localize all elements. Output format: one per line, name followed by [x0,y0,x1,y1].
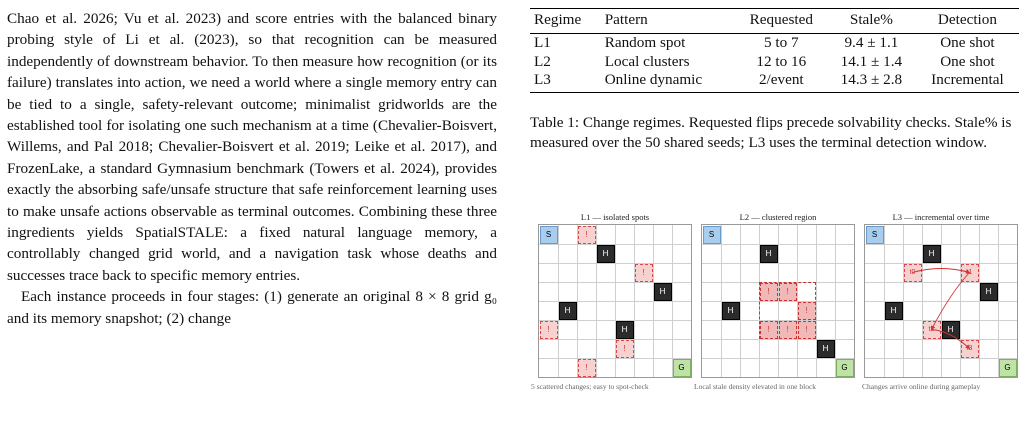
hole-cell: H [654,283,672,301]
table-caption: Table 1: Change regimes. Requested flips precede solvability checks. Stale% is measured over the 50 shared seeds; L3 uses the terminal detection window. [530,113,1012,151]
grid-line [672,225,673,377]
table-row [530,34,1019,53]
table-cell: One shot [940,34,995,51]
changed-cell: ! [798,321,816,339]
grid-line [539,358,691,359]
regimes-table [530,8,1019,93]
changed-cell: ! [779,321,797,339]
change-sequence-arrows [865,225,1017,377]
table-cell: 14.3 ± 2.8 [827,71,916,92]
timed-change-cell: t2 [923,321,941,339]
table-header-cell: Detection [916,9,1019,34]
table-cell: One shot [940,52,995,70]
table-cell: L3 [530,71,601,92]
timed-change-cell: t3 [961,340,979,358]
grid-l1 [538,224,692,378]
panel-title: L2 — clustered region [739,212,817,222]
table-header-cell: Requested [736,9,827,34]
hole-cell: H [597,245,615,263]
panel-note: Local stale density elevated in one block [694,382,817,391]
grid-line [702,358,854,359]
table-cell: 2/event [736,71,827,92]
right-column [530,8,1020,153]
goal-cell: G [999,359,1017,377]
sequence-arrow [932,330,970,349]
grid-line [835,225,836,377]
hole-cell: H [980,283,998,301]
timed-change-cell: t0 [904,264,922,282]
figure-panel-l3 [861,210,1021,378]
left-text-column [7,8,497,329]
table-header-row [530,9,1019,34]
table-cell: Random spot [604,34,686,51]
grid-l3 [864,224,1018,378]
changed-cell: ! [779,283,797,301]
panel-title: L3 — incremental over time [892,212,990,222]
table-row [530,53,1019,72]
sequence-arrow [932,273,970,330]
hole-cell: H [559,302,577,320]
changed-cell: ! [760,283,778,301]
start-cell: S [703,226,721,244]
grid-l2 [701,224,855,378]
table-header-cell: Pattern [601,9,736,34]
grid-line [653,225,654,377]
change-regimes-figure [531,210,1021,415]
table-cell: Online dynamic [601,71,736,92]
changed-cell: ! [578,359,596,377]
table-row [530,71,1019,92]
hole-cell: H [760,245,778,263]
table-header-cell: Regime [530,9,601,34]
body-paragraph-2: Each instance proceeds in four stages: (1) generate an original 8 × 8 grid g₀ and its memory snapshot; (2) change [7,288,497,327]
grid-line [634,225,635,377]
body-paragraph-1: Chao et al. 2026; Vu et al. 2023) and score entries with the balanced binary probing style of Li et al. (2023), so that recognition can be measured independently of downstream behavior. To then measure how recognition (or its failure) translates into action, we need a world where a single memory entry can be tied to a single, safety-relevant outcome; minimalist gridworlds are the established tool for isolating one such mechanism at a time (Chevalier-Boisvert, Willems, and Pal 2018; Chevalier-Boisvert et al. 2019; Leike et al. 2017), and FrozenLake, a standard Gymnasium benchmark (Towers et al. 2024), provides exactly the absorbing safe/unsafe structure that safe reinforcement learning uses to make unsafe actions observable as terminal outcomes. Combining these three ingredients yields SpatialSTALE: a fixed natural language memory, a controllably changed grid world, and a navigation task whose deaths and successes trace back to specific memory entries. [7,10,497,284]
hole-cell: H [885,302,903,320]
hole-cell: H [817,340,835,358]
table-header-cell: Stale% [827,9,916,34]
table-cell: 9.4 ± 1.1 [844,34,899,51]
goal-cell: G [673,359,691,377]
changed-cell: ! [760,321,778,339]
sequence-arrow [913,269,970,273]
table-cell: 5 to 7 [763,34,799,51]
panel-note: Changes arrive online during gameplay [862,382,981,391]
changed-cell: ! [635,264,653,282]
changed-cell: ! [578,226,596,244]
table-cell: L2 [534,52,551,70]
changed-cell: ! [616,340,634,358]
panel-note: 5 scattered changes; easy to spot-check [531,382,649,391]
table-cell: L1 [534,34,551,51]
table-cell: 12 to 16 [756,52,807,70]
panel-title: L1 — isolated spots [580,212,650,222]
hole-cell: H [942,321,960,339]
table-cell: Local clusters [604,52,690,70]
changed-cell: ! [798,302,816,320]
figure-panel-l2 [698,210,858,378]
table-cell: 14.1 ± 1.4 [840,52,903,70]
start-cell: S [866,226,884,244]
figure-panel-l1 [535,210,695,378]
timed-change-cell: t1 [961,264,979,282]
start-cell: S [540,226,558,244]
table-cell: Incremental [916,71,1019,92]
hole-cell: H [923,245,941,263]
goal-cell: G [836,359,854,377]
changed-cell: ! [540,321,558,339]
hole-cell: H [722,302,740,320]
hole-cell: H [616,321,634,339]
